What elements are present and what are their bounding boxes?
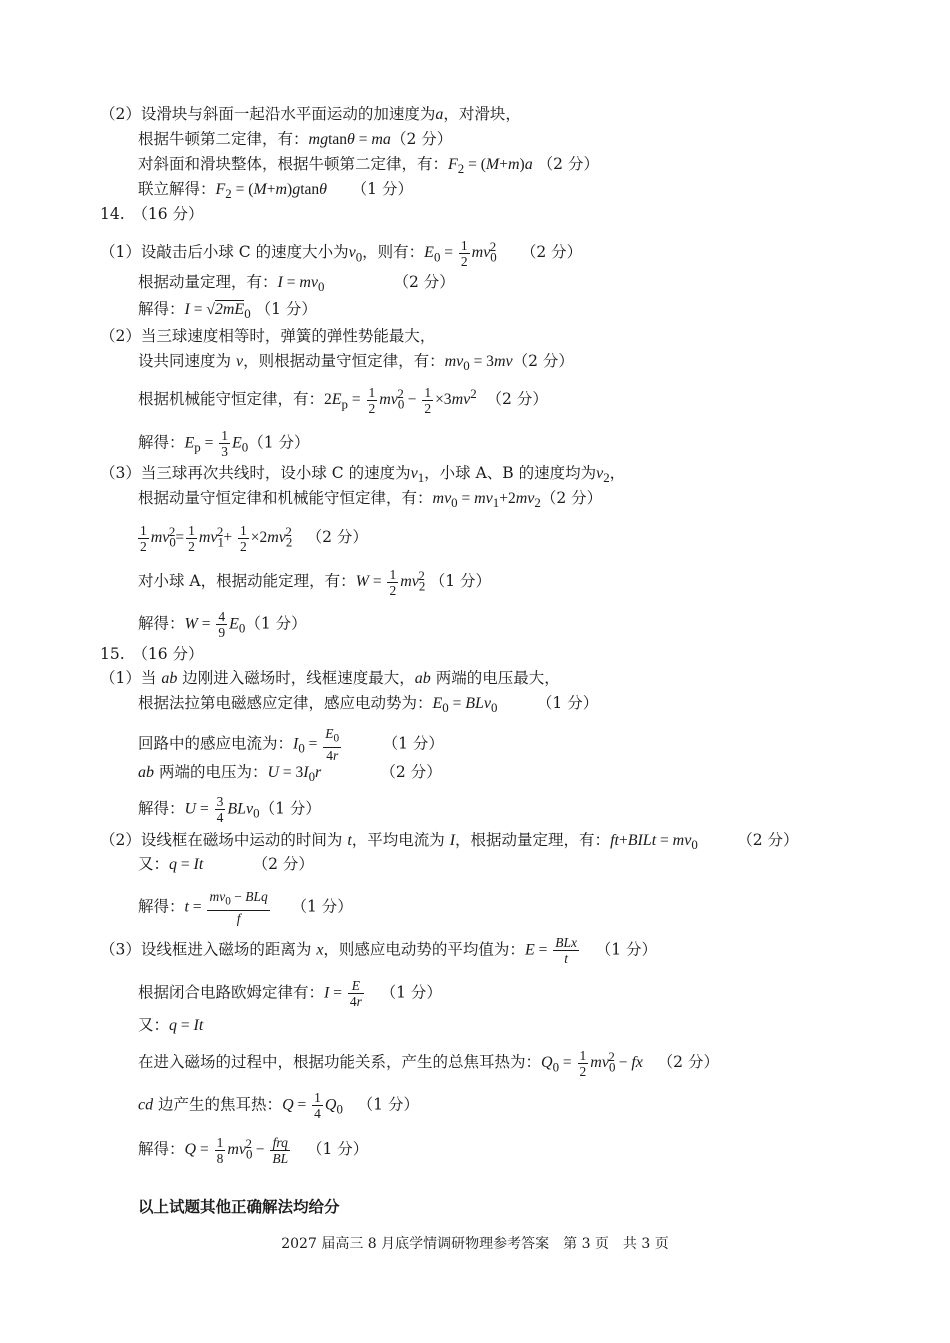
fraction-one-half: $\frac{1}{2}$ — [460, 237, 468, 269]
line-14-3-result: 解得：W = $\frac{4}{9}$ $E_0(1$ 分） — [138, 609, 307, 640]
line-15-3-intro: （3）设线框进入磁场的距离为 x，则感应电动势的平均值为：E = $\frac{\text{BLx}}{t}$ （1 分） — [100, 935, 658, 966]
line-14-2-momentum: 设共同速度为 v，则根据动量守恒定律，有：$mv_0 = 3mv(2$ 分） — [138, 352, 574, 374]
line-14-2-result: 解得：$E_p$ = $\frac{1}{3}$ $E_0(1$ 分） — [138, 428, 310, 459]
line-15-1-intro: （1）当 ab 边刚进入磁场时，线框速度最大，ab 两端的电压最大， — [100, 669, 560, 687]
line-14-3-momentum: 根据动量守恒定律和机械能守恒定律，有：$mv_0 = mv_1+2mv_2(2$ 分） — [138, 489, 603, 511]
line-14-3-energy: $\frac{1}{2}$ $mv_0^2=$ $\frac{1}{2}$ $mv_1^2+$ $\frac{1}{2}$ $\times 2mv_2^2$ （2 分） — [140, 522, 368, 554]
line-15-3-charge: 又：q = It — [138, 1016, 204, 1034]
line-13-2-intro: （2）设滑块与斜面一起沿水平面运动的加速度为a，对滑块， — [100, 105, 521, 123]
line-15-1-result: 解得：U = $\frac{3}{4}$ BLv$_0$（1 分） — [138, 794, 321, 825]
line-13-2-result: 联立解得：$F_2 = (M+m)gtan\theta$ （1 分） — [138, 180, 413, 202]
problem-15-header: 15. （16 分） — [100, 645, 204, 663]
line-15-2-charge: 又：q = It （2 分） — [138, 855, 314, 873]
problem-14-header: 14. （16 分） — [100, 205, 204, 223]
line-15-3-result: 解得：Q = $\frac{1}{8}$ $mv_0^2$ − $\frac{\text{frq}}{BL}$ （1 分） — [138, 1134, 369, 1166]
line-14-1-result: 解得：$I = √2mE_0$ （1 分） — [138, 300, 317, 322]
line-13-2-newton: 根据牛顿第二定律，有：mgtanθ = ma（2 分） — [138, 130, 453, 148]
line-15-3-ohm: 根据闭合电路欧姆定律有：I = $\frac{E}{4r}$ （1 分） — [138, 978, 442, 1009]
line-14-3-work: 对小球 A，根据动能定理，有：W = $\frac{1}{2}$ $mv_2^2$ （1 分） — [138, 566, 491, 598]
line-14-2-energy: 根据机械能守恒定律，有：$2E_p$ = $\frac{1}{2}$ $mv_0^2$ − $\frac{1}{2}$ $\times 3mv^2$ （2 分） — [138, 384, 548, 416]
line-15-2-intro: （2）设线框在磁场中运动的时间为 t，平均电流为 I，根据动量定理，有：ft+BILt = $mv_0$ （2 分） — [100, 831, 799, 853]
line-14-2-intro: （2）当三球速度相等时，弹簧的弹性势能最大， — [100, 327, 436, 345]
line-14-3-intro: （3）当三球再次共线时，设小球 C 的速度为$v_1$，小球 A、B 的速度均为$v_2$， — [100, 464, 626, 486]
line-15-3-cd-heat: cd 边产生的焦耳热：Q = $\frac{1}{4}$ $Q_0$ （1 分） — [138, 1090, 419, 1121]
page-footer: 2027 届高三 8 月底学情调研物理参考答案 第 3 页 共 3 页 — [281, 1236, 669, 1252]
grading-note: 以上试题其他正确解法均给分 — [138, 1197, 340, 1216]
line-14-1-impulse: 根据动量定理，有：$I = mv_0$ （2 分） — [138, 273, 455, 295]
line-15-1-current: 回路中的感应电流为：$I_0$ = $\frac{E_0}{4r}$ （1 分） — [138, 726, 444, 763]
line-14-1: （1）设敲击后小球 C 的速度大小为$v_0$，则有：$E_0$ = $\frac{1}{2}$ $mv_0^2$ （2 分） — [100, 237, 583, 269]
line-15-3-heat: 在进入磁场的过程中，根据功能关系，产生的总焦耳热为：$Q_0$ = $\frac{1}{2}$ $mv_0^2$ − fx （2 分） — [138, 1047, 719, 1079]
line-15-2-result: 解得：t = $\frac{mv_0 - BLq}{f}$ （1 分） — [138, 889, 353, 926]
line-15-1-emf: 根据法拉第电磁感应定律，感应电动势为：$E_0 = BLv_0$ （1 分） — [138, 694, 599, 716]
line-13-2-whole: 对斜面和滑块整体，根据牛顿第二定律，有：$F_2 = (M+m)a$ （2 分） — [138, 155, 599, 177]
line-15-1-voltage: ab 两端的电压为：$U = 3I_0r$ （2 分） — [138, 763, 442, 785]
